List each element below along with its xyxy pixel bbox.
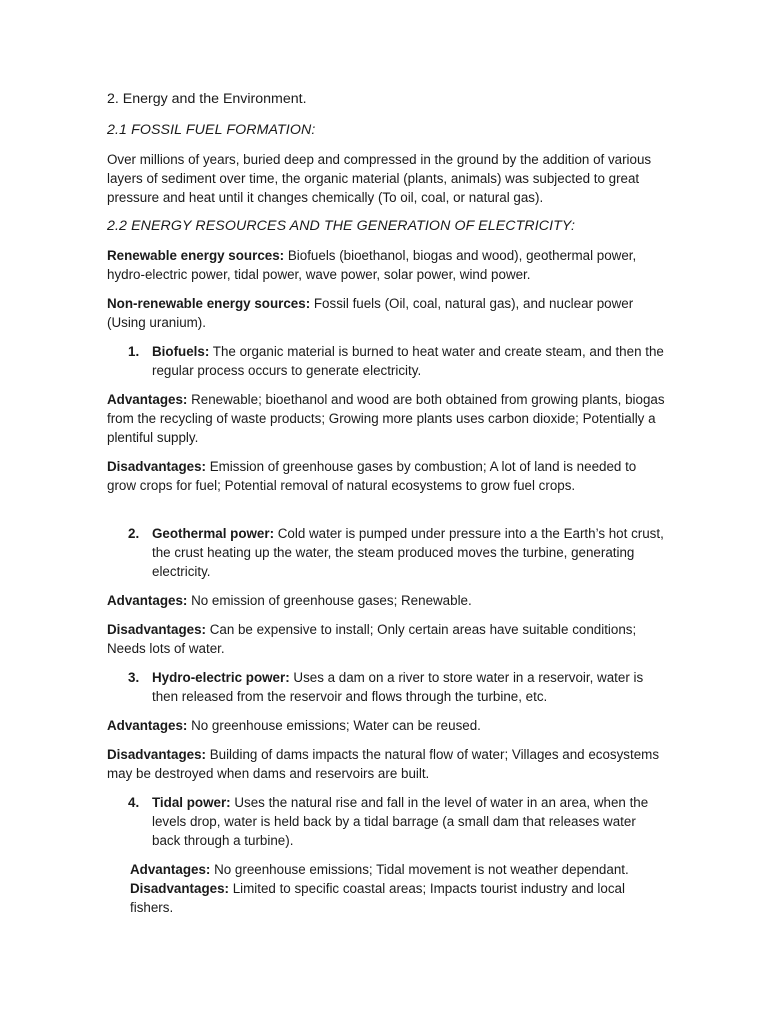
disadvantages-label: Disadvantages: xyxy=(107,622,206,637)
disadvantages-text: Limited to specific coastal areas; Impacts tourist industry and local fishers. xyxy=(130,881,625,915)
list-item-number: 4. xyxy=(128,795,140,810)
document-page xyxy=(107,90,665,917)
section-2-2-heading: 2.2 ENERGY RESOURCES AND THE GENERATION OF ELECTRICITY: xyxy=(107,218,575,234)
nonrenewable-text: Fossil fuels (Oil, coal, natural gas), and nuclear power (Using uranium). xyxy=(107,296,634,330)
advantages-label: Advantages: xyxy=(107,392,188,407)
list-item-description: Uses the natural rise and fall in the level of water in an area, when the levels drop, water is held back by a tidal barrage (a small dam that releases water back through a turbine). xyxy=(152,795,649,848)
list-item-number: 1. xyxy=(128,344,140,359)
biofuels-advantages xyxy=(107,390,665,447)
renewable-paragraph xyxy=(107,246,665,284)
disadvantages-label: Disadvantages: xyxy=(130,881,229,896)
disadvantages-text: Building of dams impacts the natural flow of water; Villages and ecosystems may be destroyed when dams and reservoirs are built. xyxy=(107,747,660,781)
tidal-disadvantages xyxy=(107,879,665,917)
geothermal-disadvantages xyxy=(107,620,665,658)
list-item-text xyxy=(152,524,665,581)
blank-line xyxy=(107,505,665,524)
nonrenewable-label: Non-renewable energy sources: xyxy=(107,296,311,311)
list-item-tidal xyxy=(107,793,665,850)
disadvantages-label: Disadvantages: xyxy=(107,747,206,762)
document-title: 2. Energy and the Environment. xyxy=(107,91,307,107)
renewable-label: Renewable energy sources: xyxy=(107,248,285,263)
list-item-biofuels xyxy=(107,342,665,380)
hydro-disadvantages xyxy=(107,745,665,783)
hydro-advantages xyxy=(107,716,665,735)
advantages-label: Advantages: xyxy=(107,593,188,608)
disadvantages-label: Disadvantages: xyxy=(107,459,206,474)
advantages-label: Advantages: xyxy=(130,862,211,877)
list-item-label: Tidal power: xyxy=(152,795,231,810)
disadvantages-text: Emission of greenhouse gases by combustion; A lot of land is needed to grow crops for fuel; Potential removal of natural ecosystems to grow fuel crops. xyxy=(107,459,637,493)
list-item-number: 3. xyxy=(128,670,140,685)
biofuels-disadvantages xyxy=(107,457,665,495)
advantages-label: Advantages: xyxy=(107,718,188,733)
advantages-text: No greenhouse emissions; Water can be reused. xyxy=(187,718,481,733)
list-item-text xyxy=(152,342,665,380)
nonrenewable-paragraph xyxy=(107,294,665,332)
list-item-label: Biofuels: xyxy=(152,344,210,359)
list-item-text xyxy=(152,668,665,706)
list-item-hydro-electric xyxy=(107,668,665,706)
disadvantages-text: Can be expensive to install; Only certain areas have suitable conditions; Needs lots of water. xyxy=(107,622,637,656)
geothermal-advantages xyxy=(107,591,665,610)
advantages-text: Renewable; bioethanol and wood are both obtained from growing plants, biogas from the recycling of waste products; Growing more plants uses carbon dioxide; Potentially a plentiful supply. xyxy=(107,392,665,445)
list-item-description: Cold water is pumped under pressure into a the Earth’s hot crust, the crust heating up the water, the steam produced moves the turbine, generating electricity. xyxy=(152,526,664,579)
list-item-number: 2. xyxy=(128,526,140,541)
list-item-description: Uses a dam on a river to store water in a reservoir, water is then released from the reservoir and flows through the turbine, etc. xyxy=(152,670,644,704)
list-item-label: Geothermal power: xyxy=(152,526,275,541)
list-item-label: Hydro-electric power: xyxy=(152,670,290,685)
list-item-text xyxy=(152,793,665,850)
advantages-text: No emission of greenhouse gases; Renewable. xyxy=(187,593,472,608)
advantages-text: No greenhouse emissions; Tidal movement is not weather dependant. xyxy=(210,862,629,877)
list-item-description: The organic material is burned to heat water and create steam, and then the regular process occurs to generate electricity. xyxy=(152,344,664,378)
renewable-text: Biofuels (bioethanol, biogas and wood), geothermal power, hydro-electric power, tidal power, wave power, solar power, wind power. xyxy=(107,248,637,282)
list-item-geothermal xyxy=(107,524,665,581)
section-2-1-heading: 2.1 FOSSIL FUEL FORMATION: xyxy=(107,122,316,138)
tidal-advantages xyxy=(107,860,665,879)
section-2-1-body: Over millions of years, buried deep and compressed in the ground by the addition of various layers of sediment over time, the organic material (plants, animals) was subjected to great pressure and heat until it changes chemically (To oil, coal, or natural gas). xyxy=(107,152,652,205)
